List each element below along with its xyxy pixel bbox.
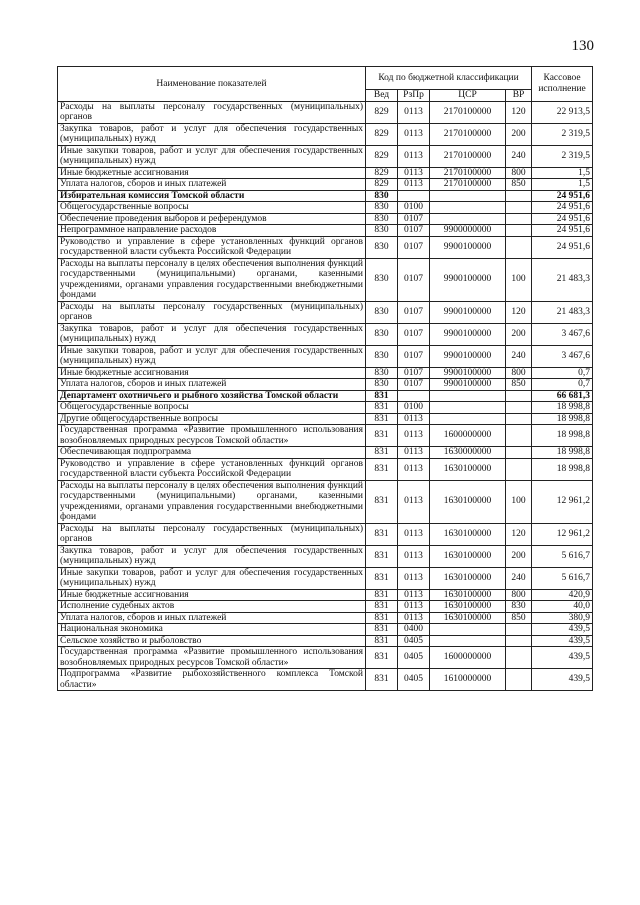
header-rzpr: РзПр <box>398 90 430 102</box>
header-name: Наименование показателей <box>58 67 366 102</box>
row-vr: 800 <box>506 367 532 379</box>
row-rzpr: 0113 <box>398 179 430 191</box>
table-row <box>58 390 593 402</box>
row-ved: 829 <box>366 101 398 123</box>
row-vr <box>506 213 532 225</box>
row-csr <box>430 202 506 214</box>
row-rzpr: 0113 <box>398 425 430 447</box>
row-ved: 830 <box>366 213 398 225</box>
row-vr <box>506 202 532 214</box>
table-row <box>58 323 593 345</box>
row-rzpr: 0113 <box>398 145 430 167</box>
row-name: Уплата налогов, сборов и иных платежей <box>58 612 366 624</box>
row-vr: 800 <box>506 167 532 179</box>
row-rzpr: 0107 <box>398 323 430 345</box>
row-csr: 1600000000 <box>430 647 506 669</box>
row-ved: 831 <box>366 458 398 480</box>
row-name: Национальная экономика <box>58 624 366 636</box>
table-row <box>58 523 593 545</box>
table-row <box>58 236 593 258</box>
row-name: Руководство и управление в сфере установленных функций органов государственной власти субъекта Российской Федерации <box>58 458 366 480</box>
row-ved: 830 <box>366 225 398 237</box>
row-vr: 120 <box>506 101 532 123</box>
row-vr: 200 <box>506 123 532 145</box>
row-name: Обеспечивающая подпрограмма <box>58 447 366 459</box>
row-rzpr: 0107 <box>398 345 430 367</box>
row-vr: 120 <box>506 301 532 323</box>
row-rzpr <box>398 190 430 202</box>
row-csr: 2170100000 <box>430 179 506 191</box>
row-csr: 1630000000 <box>430 447 506 459</box>
table-row <box>58 167 593 179</box>
row-ved: 831 <box>366 669 398 691</box>
row-name: Государственная программа «Развитие промышленного использования возобновляемых природных ресурсов Томской области» <box>58 647 366 669</box>
row-vr: 850 <box>506 379 532 391</box>
table-row <box>58 301 593 323</box>
table-row <box>58 669 593 691</box>
row-amount: 0,7 <box>532 379 593 391</box>
row-rzpr: 0113 <box>398 101 430 123</box>
row-vr <box>506 390 532 402</box>
row-ved: 830 <box>366 190 398 202</box>
row-amount: 12 961,2 <box>532 523 593 545</box>
row-csr: 1630100000 <box>430 567 506 589</box>
row-amount: 24 951,6 <box>532 202 593 214</box>
row-rzpr: 0107 <box>398 225 430 237</box>
row-ved: 831 <box>366 523 398 545</box>
row-name: Избирательная комиссия Томской области <box>58 190 366 202</box>
row-name: Закупка товаров, работ и услуг для обеспечения государственных (муниципальных) нужд <box>58 545 366 567</box>
table-row <box>58 458 593 480</box>
row-name: Расходы на выплаты персоналу государственных (муниципальных) органов <box>58 523 366 545</box>
row-ved: 830 <box>366 236 398 258</box>
table-body <box>58 101 593 691</box>
row-ved: 830 <box>366 323 398 345</box>
row-amount: 380,9 <box>532 612 593 624</box>
table-row <box>58 258 593 301</box>
row-amount: 439,5 <box>532 635 593 647</box>
row-csr: 1630100000 <box>430 589 506 601</box>
table-row <box>58 447 593 459</box>
row-name: Иные бюджетные ассигнования <box>58 367 366 379</box>
row-vr <box>506 447 532 459</box>
row-name: Расходы на выплаты персоналу государственных (муниципальных) органов <box>58 101 366 123</box>
row-csr: 1630100000 <box>430 480 506 523</box>
row-csr: 9900100000 <box>430 379 506 391</box>
row-amount: 0,7 <box>532 367 593 379</box>
row-rzpr: 0113 <box>398 567 430 589</box>
row-rzpr: 0107 <box>398 379 430 391</box>
row-ved: 830 <box>366 367 398 379</box>
row-rzpr: 0100 <box>398 402 430 414</box>
row-name: Иные закупки товаров, работ и услуг для обеспечения государственных (муниципальных) нужд <box>58 345 366 367</box>
row-rzpr: 0113 <box>398 413 430 425</box>
row-name: Подпрограмма «Развитие рыбохозяйственного комплекса Томской области» <box>58 669 366 691</box>
row-name: Обеспечение проведения выборов и референдумов <box>58 213 366 225</box>
row-csr: 1630100000 <box>430 601 506 613</box>
row-name: Руководство и управление в сфере установленных функций органов государственной власти субъекта Российской Федерации <box>58 236 366 258</box>
row-amount: 3 467,6 <box>532 345 593 367</box>
table-row <box>58 480 593 523</box>
row-amount: 66 681,3 <box>532 390 593 402</box>
row-ved: 831 <box>366 447 398 459</box>
row-ved: 831 <box>366 635 398 647</box>
row-ved: 831 <box>366 390 398 402</box>
table-row <box>58 545 593 567</box>
row-amount: 1,5 <box>532 167 593 179</box>
row-vr: 240 <box>506 567 532 589</box>
row-csr: 1600000000 <box>430 425 506 447</box>
row-rzpr: 0113 <box>398 545 430 567</box>
row-amount: 439,5 <box>532 669 593 691</box>
row-amount: 5 616,7 <box>532 567 593 589</box>
row-ved: 831 <box>366 413 398 425</box>
row-csr: 9900000000 <box>430 225 506 237</box>
row-csr: 2170100000 <box>430 145 506 167</box>
table-row <box>58 202 593 214</box>
table-row <box>58 379 593 391</box>
row-amount: 5 616,7 <box>532 545 593 567</box>
row-ved: 831 <box>366 647 398 669</box>
row-vr <box>506 669 532 691</box>
row-vr <box>506 236 532 258</box>
row-vr <box>506 624 532 636</box>
table-row <box>58 123 593 145</box>
row-amount: 21 483,3 <box>532 258 593 301</box>
row-vr: 800 <box>506 589 532 601</box>
row-vr: 200 <box>506 545 532 567</box>
row-amount: 18 998,8 <box>532 458 593 480</box>
row-ved: 830 <box>366 301 398 323</box>
row-ved: 829 <box>366 167 398 179</box>
row-ved: 831 <box>366 612 398 624</box>
row-vr: 850 <box>506 612 532 624</box>
row-csr: 9900100000 <box>430 367 506 379</box>
row-rzpr: 0400 <box>398 624 430 636</box>
row-csr: 1630100000 <box>430 545 506 567</box>
row-ved: 829 <box>366 145 398 167</box>
row-amount: 24 951,6 <box>532 190 593 202</box>
row-amount: 18 998,8 <box>532 425 593 447</box>
row-rzpr: 0107 <box>398 236 430 258</box>
table-row <box>58 345 593 367</box>
row-csr: 1630100000 <box>430 458 506 480</box>
row-rzpr: 0107 <box>398 213 430 225</box>
row-csr: 9900100000 <box>430 345 506 367</box>
row-name: Государственная программа «Развитие промышленного использования возобновляемых природных ресурсов Томской области» <box>58 425 366 447</box>
row-rzpr: 0113 <box>398 601 430 613</box>
table-row <box>58 635 593 647</box>
row-ved: 831 <box>366 402 398 414</box>
table-row <box>58 601 593 613</box>
row-csr <box>430 624 506 636</box>
row-amount: 2 319,5 <box>532 145 593 167</box>
header-code-group: Код по бюджетной классификации <box>366 67 532 90</box>
row-vr <box>506 413 532 425</box>
row-amount: 3 467,6 <box>532 323 593 345</box>
row-name: Закупка товаров, работ и услуг для обеспечения государственных (муниципальных) нужд <box>58 323 366 345</box>
row-ved: 830 <box>366 258 398 301</box>
row-name: Департамент охотничьего и рыбного хозяйства Томской области <box>58 390 366 402</box>
row-ved: 830 <box>366 379 398 391</box>
table-row <box>58 647 593 669</box>
row-name: Закупка товаров, работ и услуг для обеспечения государственных (муниципальных) нужд <box>58 123 366 145</box>
row-rzpr: 0113 <box>398 523 430 545</box>
row-csr <box>430 413 506 425</box>
row-rzpr: 0113 <box>398 458 430 480</box>
row-csr <box>430 390 506 402</box>
row-rzpr: 0100 <box>398 202 430 214</box>
row-ved: 830 <box>366 202 398 214</box>
row-vr: 200 <box>506 323 532 345</box>
row-name: Общегосударственные вопросы <box>58 202 366 214</box>
row-vr: 120 <box>506 523 532 545</box>
row-rzpr: 0113 <box>398 167 430 179</box>
table-row <box>58 225 593 237</box>
table-row <box>58 213 593 225</box>
table-row <box>58 589 593 601</box>
row-csr: 1630100000 <box>430 523 506 545</box>
row-vr: 240 <box>506 345 532 367</box>
page-number: 130 <box>571 38 594 54</box>
row-name: Сельское хозяйство и рыболовство <box>58 635 366 647</box>
row-name: Общегосударственные вопросы <box>58 402 366 414</box>
row-rzpr: 0113 <box>398 589 430 601</box>
table-row <box>58 624 593 636</box>
row-name: Расходы на выплаты персоналу в целях обеспечения выполнения функций государственными (муниципальными) органами, казенными учреждениями, органами управления государственными внебюджетными фондами <box>58 258 366 301</box>
row-csr: 2170100000 <box>430 167 506 179</box>
row-csr: 1630100000 <box>430 612 506 624</box>
row-name: Иные закупки товаров, работ и услуг для обеспечения государственных (муниципальных) нужд <box>58 567 366 589</box>
row-amount: 18 998,8 <box>532 402 593 414</box>
header-vr: ВР <box>506 90 532 102</box>
row-amount: 439,5 <box>532 647 593 669</box>
row-amount: 439,5 <box>532 624 593 636</box>
row-vr: 240 <box>506 145 532 167</box>
row-amount: 40,0 <box>532 601 593 613</box>
row-rzpr: 0405 <box>398 635 430 647</box>
row-csr: 2170100000 <box>430 123 506 145</box>
row-csr: 1610000000 <box>430 669 506 691</box>
row-name: Другие общегосударственные вопросы <box>58 413 366 425</box>
row-vr <box>506 647 532 669</box>
row-rzpr: 0113 <box>398 480 430 523</box>
row-amount: 1,5 <box>532 179 593 191</box>
row-vr: 830 <box>506 601 532 613</box>
row-amount: 24 951,6 <box>532 225 593 237</box>
row-csr: 9900100000 <box>430 236 506 258</box>
row-amount: 420,9 <box>532 589 593 601</box>
row-rzpr: 0107 <box>398 301 430 323</box>
row-csr: 9900100000 <box>430 258 506 301</box>
row-ved: 831 <box>366 624 398 636</box>
row-name: Иные бюджетные ассигнования <box>58 589 366 601</box>
table-row <box>58 567 593 589</box>
row-name: Иные закупки товаров, работ и услуг для обеспечения государственных (муниципальных) нужд <box>58 145 366 167</box>
row-ved: 831 <box>366 425 398 447</box>
row-name: Исполнение судебных актов <box>58 601 366 613</box>
row-vr <box>506 425 532 447</box>
row-amount: 18 998,8 <box>532 413 593 425</box>
table-row <box>58 101 593 123</box>
row-vr <box>506 225 532 237</box>
header-ved: Вед <box>366 90 398 102</box>
row-rzpr: 0113 <box>398 447 430 459</box>
table-row <box>58 145 593 167</box>
row-rzpr: 0107 <box>398 367 430 379</box>
row-name: Уплата налогов, сборов и иных платежей <box>58 379 366 391</box>
row-rzpr: 0113 <box>398 612 430 624</box>
table-row <box>58 413 593 425</box>
table-row <box>58 612 593 624</box>
row-ved: 829 <box>366 179 398 191</box>
row-rzpr: 0405 <box>398 669 430 691</box>
row-name: Иные бюджетные ассигнования <box>58 167 366 179</box>
row-ved: 830 <box>366 345 398 367</box>
table-row <box>58 425 593 447</box>
table-row <box>58 367 593 379</box>
row-name: Расходы на выплаты персоналу в целях обеспечения выполнения функций государственными (муниципальными) органами, казенными учреждениями, органами управления государственными внебюджетными фондами <box>58 480 366 523</box>
row-amount: 2 319,5 <box>532 123 593 145</box>
row-ved: 831 <box>366 480 398 523</box>
table-row <box>58 402 593 414</box>
table-row <box>58 179 593 191</box>
row-ved: 831 <box>366 601 398 613</box>
row-ved: 831 <box>366 567 398 589</box>
header-csr: ЦСР <box>430 90 506 102</box>
row-csr: 9900100000 <box>430 301 506 323</box>
row-csr: 2170100000 <box>430 101 506 123</box>
row-vr <box>506 190 532 202</box>
budget-table <box>57 66 593 691</box>
row-vr: 100 <box>506 480 532 523</box>
table-header <box>58 67 593 102</box>
row-ved: 831 <box>366 545 398 567</box>
row-csr <box>430 213 506 225</box>
row-ved: 831 <box>366 589 398 601</box>
row-vr: 100 <box>506 258 532 301</box>
row-amount: 18 998,8 <box>532 447 593 459</box>
row-rzpr <box>398 390 430 402</box>
row-amount: 22 913,5 <box>532 101 593 123</box>
row-rzpr: 0113 <box>398 123 430 145</box>
row-csr <box>430 402 506 414</box>
row-name: Уплата налогов, сборов и иных платежей <box>58 179 366 191</box>
row-vr <box>506 635 532 647</box>
row-rzpr: 0405 <box>398 647 430 669</box>
row-csr <box>430 190 506 202</box>
row-amount: 12 961,2 <box>532 480 593 523</box>
table-row <box>58 190 593 202</box>
row-amount: 24 951,6 <box>532 236 593 258</box>
header-amount: Кассовое исполнение <box>532 67 593 102</box>
row-amount: 21 483,3 <box>532 301 593 323</box>
row-rzpr: 0107 <box>398 258 430 301</box>
row-vr: 850 <box>506 179 532 191</box>
row-name: Непрограммное направление расходов <box>58 225 366 237</box>
row-ved: 829 <box>366 123 398 145</box>
row-name: Расходы на выплаты персоналу государственных (муниципальных) органов <box>58 301 366 323</box>
row-csr: 9900100000 <box>430 323 506 345</box>
row-vr <box>506 458 532 480</box>
row-csr <box>430 635 506 647</box>
row-amount: 24 951,6 <box>532 213 593 225</box>
row-vr <box>506 402 532 414</box>
